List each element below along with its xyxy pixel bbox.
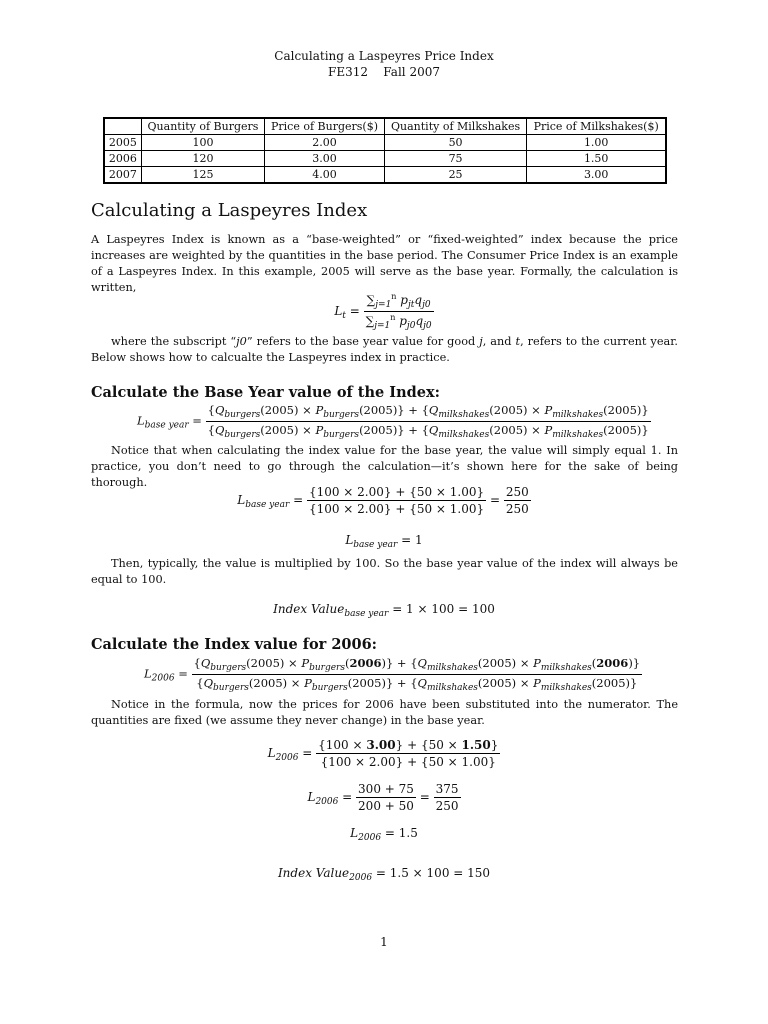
table-header-row bbox=[104, 118, 666, 135]
table-cell: 1.00 bbox=[527, 135, 666, 151]
table-cell: 4.00 bbox=[265, 167, 384, 184]
paragraph: where the subscript “j0” refers to the base year value for good j, and t, refers to the current year. Below shows how to calcualte the Laspeyres index in practice. bbox=[91, 335, 678, 364]
table-row bbox=[104, 135, 666, 151]
page-number: 1 bbox=[380, 935, 388, 949]
table-cell: 125 bbox=[141, 167, 265, 184]
base-year-formula: $L_{base year}$ = $\{Q_{burgers}(2005) \times P_{burgers}(2005)\} + \{Q_{milkshakes}(2005) \times P_{milkshakes}(2005)\}$ $\{Q_{burgers}(2005) \times P_{burgers}(2005)\} + \{Q_{milkshakes}(2005) \times P_{milkshakes}(2005)\}$ bbox=[137, 403, 649, 440]
laspeyres-formula: $L_t$ = $\frac{\sum_{j=1}^n p_{jt}q_{j0}}{\sum_{j=1}^n p_{j0}q_{j0}}$ bbox=[334, 292, 432, 331]
table-row bbox=[104, 151, 666, 167]
document-header bbox=[0, 48, 768, 80]
table-cell: 50 bbox=[384, 135, 527, 151]
index-2006-substitution: $L_{2006}$ = $\frac{\{100 \times 3.00\} + \{50 \times 1.50\}}{\{100 \times 2.00\} + \{50 \times 1.00\}}$ bbox=[267, 738, 499, 769]
paragraph: Notice in the formula, now the prices for 2006 have been substituted into the numerator. The quantities are fixed (we assume they never change) in the base year. bbox=[91, 698, 678, 727]
table-cell: 2005 bbox=[104, 135, 141, 151]
table-cell: 120 bbox=[141, 151, 265, 167]
table-cell: 75 bbox=[384, 151, 527, 167]
table-cell: 2006 bbox=[104, 151, 141, 167]
document-title: Calculating a Laspeyres Price Index bbox=[274, 49, 494, 63]
table-cell: 1.50 bbox=[527, 151, 666, 167]
table-cell: 100 bbox=[141, 135, 265, 151]
section-heading: Calculating a Laspeyres Index bbox=[91, 200, 368, 221]
paragraph: A Laspeyres Index is known as a “base-weighted” or “fixed-weighted” index because the price increases are weighted by the quantities in the base period. The Consumer Price Index is an example of a Laspeyres Index. In this example, 2005 will serve as the base year. Formally, the calculation is written, bbox=[91, 233, 678, 294]
table-cell: 2.00 bbox=[265, 135, 384, 151]
index-2006-result: $L_{2006} = 1.5$ bbox=[350, 826, 418, 843]
paragraph: Then, typically, the value is multiplied by 100. So the base year value of the index will always be equal to 100. bbox=[91, 557, 678, 586]
base-year-result: $L_{base year} = 1$ bbox=[345, 533, 423, 550]
index-2006-value: Index Value$_{2006}$ = 1.5 × 100 = 150 bbox=[277, 866, 491, 883]
price-quantity-table bbox=[103, 117, 667, 184]
index-2006-sum: $L_{2006}$ = $\frac{300 + 75}{200 + 50}$ = $\frac{375}{250}$ bbox=[307, 782, 459, 813]
table-cell: 2007 bbox=[104, 167, 141, 184]
table-row bbox=[104, 167, 666, 184]
table-header-cell: Price of Milkshakes($) bbox=[527, 118, 666, 135]
section-heading: Calculate the Base Year value of the Index: bbox=[91, 384, 440, 401]
table-header-cell: Quantity of Milkshakes bbox=[384, 118, 527, 135]
index-2006-formula: $L_{2006}$ = $\{Q_{burgers}(2005) \times P_{burgers}(2006)\} + \{Q_{milkshakes}(2005) \times P_{milkshakes}(2006)\}$ $\{Q_{burgers}(2005) \times P_{burgers}(2005)\} + \{Q_{milkshakes}(2005) \times P_{milkshakes}(2005)\}$ bbox=[144, 656, 641, 693]
table-header-cell: Price of Burgers($) bbox=[265, 118, 384, 135]
table-header-cell bbox=[104, 118, 141, 135]
paragraph: Notice that when calculating the index value for the base year, the value will simply equal 1. In practice, you don’t need to go through the calculation—it’s shown here for the sake of being thorough. bbox=[91, 444, 678, 489]
base-year-calculation: $L_{base year}$ = $\frac{\{100 \times 2.00\} + \{50 \times 1.00\}}{\{100 \times 2.00\} + \{50 \times 1.00\}}$ = $\frac{250}{250}$ bbox=[237, 485, 529, 516]
table-header-cell: Quantity of Burgers bbox=[141, 118, 265, 135]
table-cell: 3.00 bbox=[527, 167, 666, 184]
section-heading: Calculate the Index value for 2006: bbox=[91, 636, 378, 653]
course-line: FE312 Fall 2007 bbox=[328, 65, 440, 79]
base-year-index-value: Index Value$_{base year}$ = 1 × 100 = 100 bbox=[273, 602, 495, 619]
table-cell: 25 bbox=[384, 167, 527, 184]
table-cell: 3.00 bbox=[265, 151, 384, 167]
